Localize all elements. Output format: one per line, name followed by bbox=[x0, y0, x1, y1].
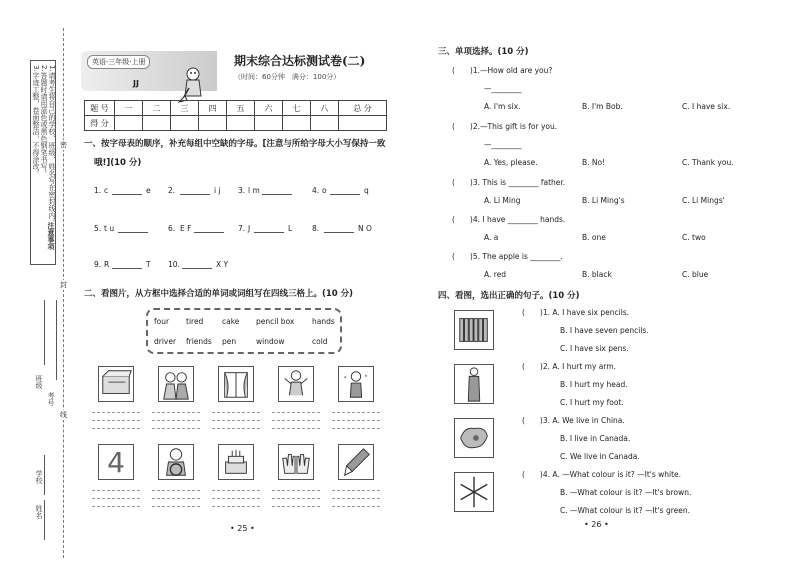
p3-option-a[interactable]: A. a bbox=[484, 233, 499, 242]
p4-option[interactable]: B. —What colour is it? —It's brown. bbox=[560, 488, 692, 497]
girl-hurt-picture bbox=[454, 364, 494, 404]
part4-heading: 四、看图，选出正确的句子。(10 分) bbox=[438, 291, 580, 301]
p3-option-a[interactable]: A. red bbox=[484, 270, 507, 279]
score-head-cell: 题 号 bbox=[85, 101, 115, 116]
tired-boy-picture bbox=[278, 366, 314, 402]
writing-line[interactable] bbox=[332, 412, 380, 413]
p3-option-a[interactable]: A. Li Ming bbox=[484, 196, 521, 205]
writing-line[interactable] bbox=[272, 428, 320, 429]
mascot-icon bbox=[177, 66, 207, 104]
p3-option-c[interactable]: C. I have six. bbox=[682, 102, 731, 111]
p1-item-before: J bbox=[248, 224, 251, 233]
exam-title: 期末综合达标测试卷(二) bbox=[234, 54, 366, 68]
p1-item-num: 6. bbox=[168, 224, 176, 233]
p1-item-after: N O bbox=[358, 224, 372, 233]
field-school-label: 学校 bbox=[35, 470, 43, 484]
p3-option-c[interactable]: C. two bbox=[682, 233, 706, 242]
p3-option-b[interactable]: B. black bbox=[582, 270, 612, 279]
writing-line[interactable] bbox=[272, 490, 320, 491]
p3-option-b[interactable]: B. Li Ming's bbox=[582, 196, 625, 205]
score-cell[interactable] bbox=[171, 116, 199, 131]
writing-line[interactable] bbox=[152, 428, 200, 429]
p1-item-before: o bbox=[322, 186, 327, 195]
pencils-picture bbox=[454, 310, 494, 350]
svg-text:*: * bbox=[343, 376, 347, 383]
score-head-cell: 五 bbox=[227, 101, 255, 116]
seal-line bbox=[63, 28, 64, 558]
writing-line[interactable] bbox=[272, 498, 320, 499]
field-name-label: 姓名 bbox=[35, 505, 43, 519]
p3-question-stem: ( )5. The apple is ________. bbox=[452, 252, 563, 261]
notice-line-3: 3.字迹工整，卷面整洁，不得涂改。 bbox=[32, 65, 40, 177]
p1-item-after: i j bbox=[214, 186, 221, 195]
snowflake-picture bbox=[454, 472, 494, 512]
p1-item-after: X Y bbox=[216, 260, 229, 269]
p4-option[interactable]: C. —What colour is it? —It's green. bbox=[560, 506, 691, 515]
exam-subtitle: （时间：60分钟 满分：100分） bbox=[234, 73, 341, 81]
p1-item-num: 9. bbox=[94, 260, 102, 269]
writing-line[interactable] bbox=[212, 490, 260, 491]
field-class-line[interactable] bbox=[44, 300, 45, 365]
map-picture bbox=[454, 418, 494, 458]
p3-question-stem: ( )2.—This gift is for you. bbox=[452, 122, 558, 131]
writing-line[interactable] bbox=[212, 428, 260, 429]
word-bank-item: pen bbox=[222, 337, 237, 346]
score-head-cell: 一 bbox=[115, 101, 143, 116]
hands-picture bbox=[278, 444, 314, 480]
score-cell[interactable] bbox=[311, 116, 339, 131]
part2-heading: 二、看图片，从方框中选择合适的单词或词组写在四线三格上。(10 分) bbox=[84, 289, 354, 299]
p1-item-before: t u bbox=[104, 224, 115, 233]
p1-item-num: 5. bbox=[94, 224, 102, 233]
writing-line[interactable] bbox=[212, 498, 260, 499]
p1-item-before: l m bbox=[248, 186, 260, 195]
score-table-score-row bbox=[85, 116, 387, 131]
driver-picture bbox=[158, 444, 194, 480]
p4-option[interactable]: C. I hurt my foot. bbox=[560, 398, 624, 407]
p4-option[interactable]: B. I have seven pencils. bbox=[560, 326, 649, 335]
binding-strip bbox=[0, 0, 72, 588]
p1-item-num: 10. bbox=[168, 260, 180, 269]
page-number-left: • 25 • bbox=[230, 524, 255, 533]
score-cell[interactable] bbox=[143, 116, 171, 131]
word-bank-item: four bbox=[154, 317, 170, 326]
word-bank-item: tired bbox=[186, 317, 204, 326]
p1-answer-blank[interactable] bbox=[254, 232, 284, 233]
score-head-cell: 二 bbox=[143, 101, 171, 116]
p1-item-after: e bbox=[146, 186, 151, 195]
notice-label: 注意事项 bbox=[47, 222, 55, 250]
writing-line[interactable] bbox=[152, 490, 200, 491]
p1-item-num: 3. bbox=[238, 186, 246, 195]
word-bank bbox=[146, 308, 342, 354]
score-head-cell: 八 bbox=[311, 101, 339, 116]
p4-option[interactable]: ( )2. A. I hurt my arm. bbox=[522, 362, 617, 371]
writing-line[interactable] bbox=[152, 506, 200, 507]
pen-picture bbox=[338, 444, 374, 480]
writing-line[interactable] bbox=[272, 420, 320, 421]
part3-heading: 三、单项选择。(10 分) bbox=[438, 47, 529, 57]
word-bank-item: pencil box bbox=[256, 317, 295, 326]
score-cell[interactable] bbox=[283, 116, 311, 131]
p1-answer-blank[interactable] bbox=[112, 194, 142, 195]
p4-option[interactable]: C. I have six pens. bbox=[560, 344, 629, 353]
p1-answer-blank[interactable] bbox=[194, 232, 224, 233]
p3-option-c[interactable]: C. Thank you. bbox=[682, 158, 734, 167]
p3-option-c[interactable]: C. blue bbox=[682, 270, 709, 279]
p1-item-after: T bbox=[146, 260, 151, 269]
p3-reply-blank[interactable]: —________ bbox=[484, 84, 522, 93]
word-bank-item: cake bbox=[222, 317, 240, 326]
score-cell[interactable] bbox=[255, 116, 283, 131]
writing-line[interactable] bbox=[152, 412, 200, 413]
field-id-label: 考号 bbox=[47, 392, 55, 406]
left-page bbox=[78, 38, 418, 538]
score-label-cell: 得 分 bbox=[85, 116, 115, 131]
p4-option[interactable]: B. I hurt my head. bbox=[560, 380, 628, 389]
writing-line[interactable] bbox=[332, 498, 380, 499]
writing-line[interactable] bbox=[92, 490, 140, 491]
writing-line[interactable] bbox=[212, 412, 260, 413]
p1-answer-blank[interactable] bbox=[180, 194, 210, 195]
number-four-label: 4 bbox=[107, 445, 125, 479]
score-table bbox=[84, 100, 387, 131]
score-head-cell: 三 bbox=[171, 101, 199, 116]
header-ribbon bbox=[81, 51, 217, 91]
p1-answer-blank[interactable] bbox=[324, 232, 354, 233]
word-bank-item: cold bbox=[312, 337, 328, 346]
score-cell[interactable] bbox=[115, 116, 143, 131]
p1-answer-blank[interactable] bbox=[112, 268, 142, 269]
p1-item-num: 1. bbox=[94, 186, 102, 195]
writing-line[interactable] bbox=[92, 428, 140, 429]
score-cell[interactable] bbox=[227, 116, 255, 131]
score-cell[interactable] bbox=[339, 116, 387, 131]
p4-option[interactable]: C. We live in Canada. bbox=[560, 452, 640, 461]
writing-line[interactable] bbox=[212, 420, 260, 421]
p1-item-after: L bbox=[288, 224, 293, 233]
p3-question-stem: ( )3. This is ________ father. bbox=[452, 178, 566, 187]
score-cell[interactable] bbox=[199, 116, 227, 131]
p1-item-before: c bbox=[104, 186, 109, 195]
field-name-line[interactable] bbox=[44, 500, 45, 540]
word-bank-item: window bbox=[256, 337, 285, 346]
p1-item-before: E F bbox=[180, 224, 192, 233]
p1-item-num: 7. bbox=[238, 224, 246, 233]
field-id-line[interactable] bbox=[56, 300, 57, 380]
writing-line[interactable] bbox=[332, 428, 380, 429]
friends-picture bbox=[158, 366, 194, 402]
writing-line[interactable] bbox=[92, 412, 140, 413]
p3-option-a[interactable]: A. I'm six. bbox=[484, 102, 521, 111]
p1-answer-blank[interactable] bbox=[118, 232, 148, 233]
svg-text:*: * bbox=[364, 374, 368, 381]
p1-item-before: R bbox=[104, 260, 110, 269]
page-number-right: • 26 • bbox=[584, 520, 609, 529]
p1-item-after: q bbox=[364, 186, 369, 195]
p4-option[interactable]: ( )1. A. I have six pencils. bbox=[522, 308, 630, 317]
p3-option-a[interactable]: A. Yes, please. bbox=[484, 158, 538, 167]
p3-reply-blank[interactable]: —________ bbox=[484, 140, 522, 149]
p1-answer-blank[interactable] bbox=[182, 268, 212, 269]
word-bank-item: friends bbox=[186, 337, 212, 346]
score-head-cell: 六 bbox=[255, 101, 283, 116]
p4-option[interactable]: ( )3. A. We live in China. bbox=[522, 416, 625, 425]
right-page bbox=[432, 38, 792, 538]
word-bank-item: driver bbox=[154, 337, 177, 346]
word-bank-item: hands bbox=[312, 317, 335, 326]
score-head-cell: 七 bbox=[283, 101, 311, 116]
seal-mark-2: 封 bbox=[60, 281, 67, 289]
p1-answer-blank[interactable] bbox=[330, 194, 360, 195]
field-class-label: 班级 bbox=[35, 375, 43, 389]
edition-label: JJ bbox=[133, 79, 139, 88]
p1-answer-blank[interactable] bbox=[262, 194, 292, 195]
seal-mark-3: 线 bbox=[60, 411, 67, 419]
window-picture bbox=[218, 366, 254, 402]
p1-item-num: 8. bbox=[312, 224, 320, 233]
p1-item-num: 4. bbox=[312, 186, 320, 195]
number-four-picture bbox=[98, 444, 134, 480]
part1-heading-cont: 哦!](10 分) bbox=[94, 158, 142, 168]
cake-picture bbox=[218, 444, 254, 480]
p3-option-c[interactable]: C. Li Mings' bbox=[682, 196, 725, 205]
p3-option-b[interactable]: B. I'm Bob. bbox=[582, 102, 623, 111]
cold-girl-picture bbox=[338, 366, 374, 402]
writing-line[interactable] bbox=[92, 498, 140, 499]
p4-option[interactable]: ( )4. A. —What colour is it? —It's white. bbox=[522, 470, 682, 479]
seal-mark-1: 密 bbox=[60, 141, 67, 149]
writing-line[interactable] bbox=[332, 506, 380, 507]
notice-line-1: 1.请考生将自己的学校、班级、姓名写在密封线内。 bbox=[48, 65, 56, 226]
writing-line[interactable] bbox=[272, 412, 320, 413]
writing-line[interactable] bbox=[212, 506, 260, 507]
writing-line[interactable] bbox=[272, 506, 320, 507]
notice-line-2: 2.答题时请用蓝色或黑色钢笔书写。 bbox=[40, 65, 48, 177]
writing-line[interactable] bbox=[152, 498, 200, 499]
p3-option-b[interactable]: B. No! bbox=[582, 158, 606, 167]
writing-line[interactable] bbox=[152, 420, 200, 421]
writing-line[interactable] bbox=[92, 506, 140, 507]
p4-option[interactable]: B. I live in Canada. bbox=[560, 434, 631, 443]
p3-question-stem: ( )4. I have ________ hands. bbox=[452, 215, 566, 224]
grade-tag: 英语·三年级·上册 bbox=[87, 55, 150, 69]
field-school-line[interactable] bbox=[44, 455, 45, 495]
part1-heading: 一、按字母表的顺序，补充每组中空缺的字母。[注意与所给字母大小写保持一致 bbox=[84, 139, 386, 149]
score-head-cell: 四 bbox=[199, 101, 227, 116]
p1-item-num: 2. bbox=[168, 186, 176, 195]
writing-line[interactable] bbox=[332, 490, 380, 491]
pencil-box-picture bbox=[98, 366, 134, 402]
score-head-cell: 总 分 bbox=[339, 101, 387, 116]
p3-option-b[interactable]: B. one bbox=[582, 233, 606, 242]
writing-line[interactable] bbox=[92, 420, 140, 421]
score-table-header-row bbox=[85, 101, 387, 116]
p3-question-stem: ( )1.—How old are you? bbox=[452, 66, 553, 75]
writing-line[interactable] bbox=[332, 420, 380, 421]
